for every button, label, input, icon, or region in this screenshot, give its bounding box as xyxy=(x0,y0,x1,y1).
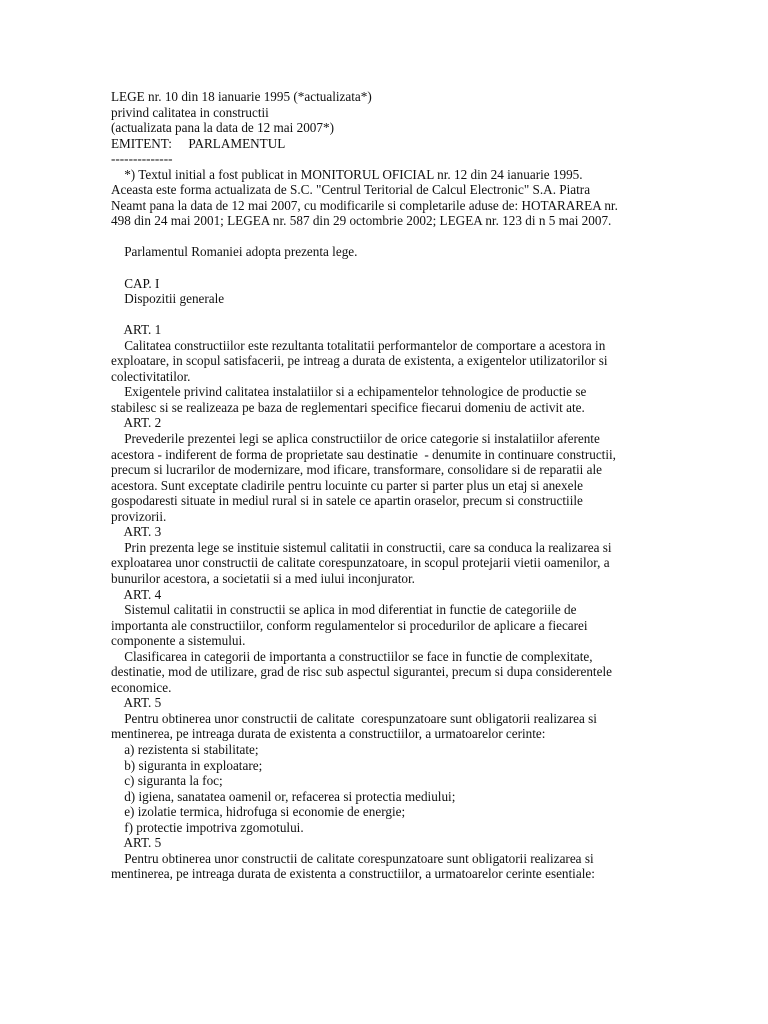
document-line: d) igiena, sanatatea oamenil or, refacerea si protectia mediului; xyxy=(111,788,456,804)
document-line: economice. xyxy=(111,679,172,695)
document-line: f) protectie impotriva zgomotului. xyxy=(111,819,304,835)
document-line: CAP. I xyxy=(111,275,160,291)
document-line: provizorii. xyxy=(111,508,167,524)
document-line: ART. 1 xyxy=(111,322,162,338)
document-line: Parlamentul Romaniei adopta prezenta lege. xyxy=(111,244,358,260)
document-line: ART. 5 xyxy=(111,695,162,711)
document-line: Pentru obtinerea unor constructii de calitate corespunzatoare sunt obligatorii realizarea si xyxy=(111,850,594,866)
document-line: Prin prezenta lege se instituie sistemul calitatii in constructii, care sa conduca la realizarea si xyxy=(111,539,612,555)
document-line: *) Textul initial a fost publicat in MONITORUL OFICIAL nr. 12 din 24 ianuarie 1995. xyxy=(111,166,583,182)
document-line: b) siguranta in exploatare; xyxy=(111,757,263,773)
document-line: privind calitatea in constructii xyxy=(111,104,269,120)
document-line: EMITENT: PARLAMENTUL xyxy=(111,135,286,151)
document-line: exploatare, in scopul satisfacerii, pe intreag a durata de existenta, a exigentelor utilizatorilor si xyxy=(111,353,608,369)
document-line: ART. 4 xyxy=(111,586,162,602)
document-line: precum si lucrarilor de modernizare, mod ificare, transformare, consolidare si de reparatii ale xyxy=(111,462,603,478)
document-line xyxy=(111,229,761,245)
document-line: e) izolatie termica, hidrofuga si economie de energie; xyxy=(111,804,406,820)
document-line: colectivitatilor. xyxy=(111,368,191,384)
document-line: Neamt pana la data de 12 mai 2007, cu modificarile si completarile aduse de: HOTARAREA nr. xyxy=(111,197,618,213)
document-line: mentinerea, pe intreaga durata de existenta a constructiilor, a urmatoarelor cerinte esentiale: xyxy=(111,866,595,882)
document-line: mentinerea, pe intreaga durata de existenta a constructiilor, a urmatoarelor cerinte: xyxy=(111,726,546,742)
document-line: ART. 2 xyxy=(111,415,162,431)
document-line xyxy=(111,260,761,276)
document-line: Clasificarea in categorii de importanta a constructiilor se face in functie de complexitate, xyxy=(111,648,593,664)
document-line: LEGE nr. 10 din 18 ianuarie 1995 (*actualizata*) xyxy=(111,89,372,104)
document-line: componente a sistemului. xyxy=(111,633,246,649)
document-line: Aceasta este forma actualizata de S.C. "Centrul Teritorial de Calcul Electronic" S.A. Piatra xyxy=(111,182,591,198)
document-line: importanta ale constructiilor, conform regulamentelor si procedurilor de aplicare a fiecarei xyxy=(111,617,588,633)
document-line: acestora - indiferent de forma de proprietate sau destinatie - denumite in continuare constructii, xyxy=(111,446,616,462)
document-line: Sistemul calitatii in constructii se aplica in mod diferentiat in functie de categoriile de xyxy=(111,602,577,618)
document-line: 498 din 24 mai 2001; LEGEA nr. 587 din 29 octombrie 2002; LEGEA nr. 123 di n 5 mai 2007. xyxy=(111,213,612,229)
document-line: ART. 5 xyxy=(111,835,162,851)
document-line: Prevederile prezentei legi se aplica constructiilor de orice categorie si instalatiilor aferente xyxy=(111,431,600,447)
document-line: acestora. Sunt exceptate cladirile pentru locuinte cu parter si parter plus un etaj si anexele xyxy=(111,477,583,493)
document-line: -------------- xyxy=(111,151,173,167)
document-line: Pentru obtinerea unor constructii de calitate corespunzatoare sunt obligatorii realizarea si xyxy=(111,710,597,726)
document-line: (actualizata pana la data de 12 mai 2007*) xyxy=(111,120,334,136)
document-line: stabilesc si se realizeaza pe baza de reglementari specifice fiecarui domeniu de activit ate. xyxy=(111,399,585,415)
document-line: gospodaresti situate in mediul rural si in satele ce apartin oraselor, precum si constructiile xyxy=(111,493,583,509)
document-line xyxy=(111,307,761,323)
document-line: bunurilor acestora, a societatii si a med iului inconjurator. xyxy=(111,570,415,586)
document-text xyxy=(111,89,761,882)
document-line: destinatie, mod de utilizare, grad de risc sub aspectul sigurantei, precum si dupa considerentele xyxy=(111,664,612,680)
document-line: Dispozitii generale xyxy=(111,291,225,307)
document-line: c) siguranta la foc; xyxy=(111,773,223,789)
document-line: ART. 3 xyxy=(111,524,162,540)
document-line: exploatarea unor constructii de calitate corespunzatoare, in scopul protejarii vietii oamenilor, a xyxy=(111,555,610,571)
document-line: Exigentele privind calitatea instalatiilor si a echipamentelor tehnologice de productie se xyxy=(111,384,587,400)
document-line: Calitatea constructiilor este rezultanta totalitatii performantelor de comportare a acestora in xyxy=(111,337,606,353)
document-line: a) rezistenta si stabilitate; xyxy=(111,741,259,757)
